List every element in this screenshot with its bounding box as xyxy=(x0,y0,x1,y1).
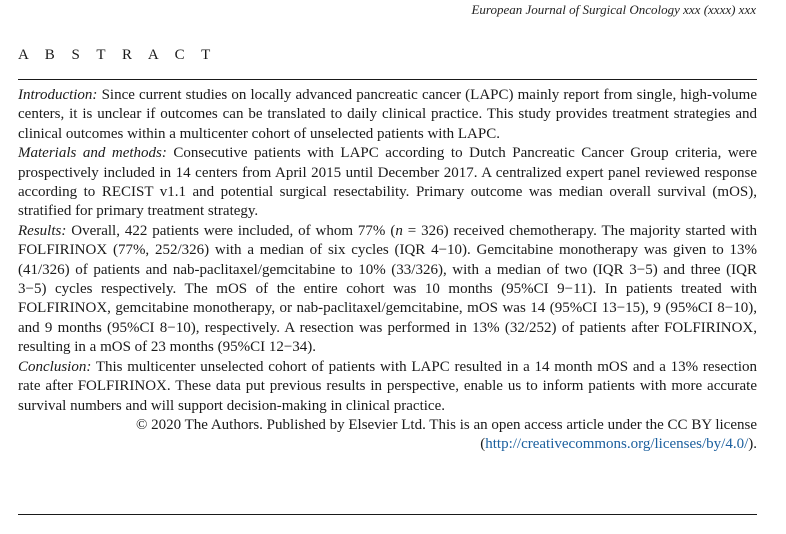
results-n-symbol: n xyxy=(395,222,403,239)
copyright-text: © 2020 The Authors. Published by Elsevier Ltd. This is an open access article under the CC BY license xyxy=(135,416,757,433)
top-divider xyxy=(18,79,757,80)
introduction-text: Since current studies on locally advanced pancreatic cancer (LAPC) mainly report from single, high-volume centers, it is unclear if outcomes can be translated to daily clinical practice. This study provides treatment strategies and clinical outcomes within a multicenter cohort of unselected patients with LAPC. xyxy=(18,87,757,142)
journal-citation: European Journal of Surgical Oncology xxx (xxxx) xxx xyxy=(471,2,756,17)
results-text-rest: = 326) received chemotherapy. The majority started with FOLFIRINOX (77%, 252/326) with a median of six cycles (IQR 4−10). Gemcitabine monotherapy was given to 13% (41/326) of patients and nab-paclitaxel/gemcitabine to 10% (33/326), with a median of two (IQR 3−5) and three (IQR 3−5) cycles respectively. The mOS of the entire cohort was 10 months (95%CI 9−11). In patients treated with FOLFIRINOX, gemcitabine monotherapy, or nab-paclitaxel/gemcitabine, mOS was 14 (95%CI 13−15), 9 (95%CI 8−10), and 9 months (95%CI 8−10), respectively. A resection was performed in 13% (32/252) of patients after FOLFIRINOX, resulting in a mOS of 23 months (95%CI 12−34). xyxy=(18,222,758,356)
license-link-open: ( xyxy=(480,436,486,453)
results-paragraph xyxy=(18,222,757,358)
conclusion-text: This multicenter unselected cohort of patients with LAPC resulted in a 14 month mOS and a 13% resection rate after FOLFIRINOX. These data put previous results in perspective, enable us to inform patients with more accurate survival numbers and will support decision-making in clinical practice. xyxy=(18,358,757,414)
methods-text: Consecutive patients with LAPC according to Dutch Pancreatic Cancer Group criteria, were prospectively included in 14 centers from April 2015 until December 2017. A centralized expert panel reviewed response according to RECIST v1.1 and potential surgical resectability. Primary outcome was median overall survival (mOS), stratified for primary treatment strategy. xyxy=(18,145,757,220)
abstract-heading: A B S T R A C T xyxy=(18,47,217,63)
results-text-start: Overall, 422 patients were included, of whom 77% ( xyxy=(71,222,396,239)
introduction-label: Introduction: xyxy=(18,87,98,103)
methods-label: Materials and methods: xyxy=(18,145,167,162)
abstract-body xyxy=(18,86,757,455)
conclusion-label: Conclusion: xyxy=(18,358,92,375)
bottom-divider xyxy=(18,514,757,515)
introduction-paragraph xyxy=(18,86,757,144)
results-label: Results: xyxy=(18,222,67,239)
copyright-notice xyxy=(18,416,757,455)
conclusion-paragraph xyxy=(18,358,757,416)
methods-paragraph xyxy=(18,144,757,222)
license-link[interactable]: http://creativecommons.org/licenses/by/4.0/ xyxy=(485,436,749,453)
license-link-close: ). xyxy=(748,436,757,453)
